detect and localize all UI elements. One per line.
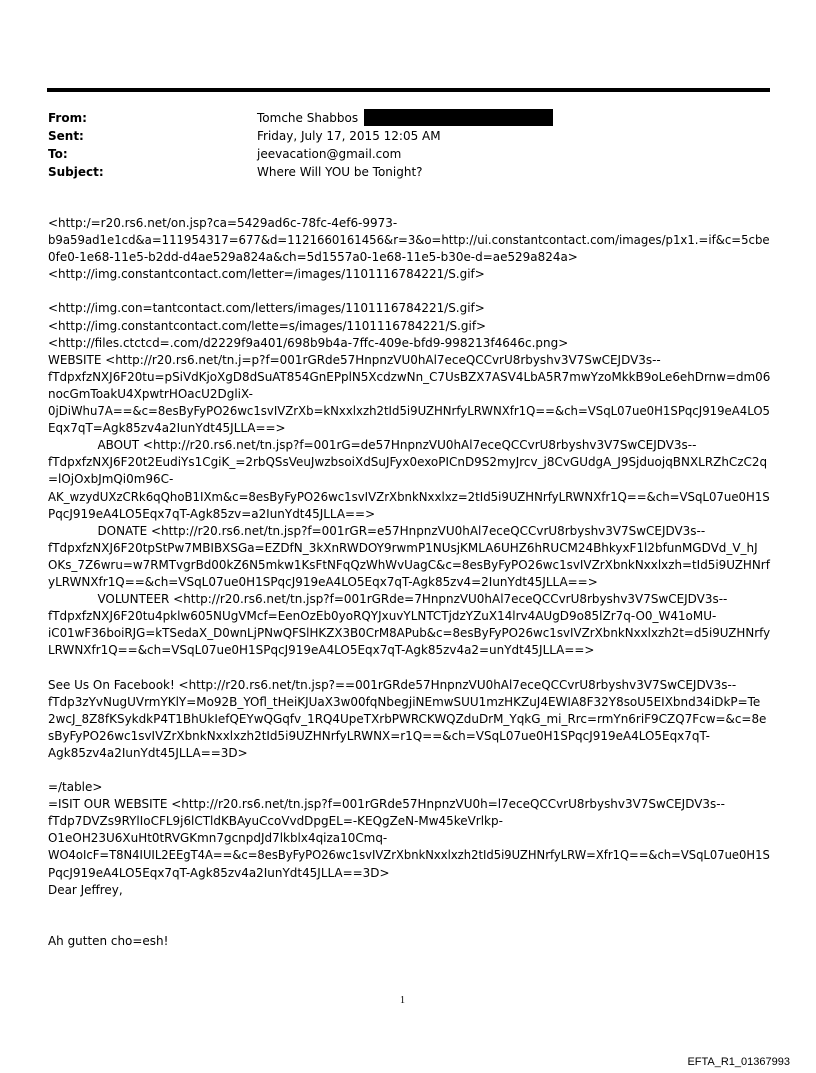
body-line: ABOUT <http://r20.rs6.net/tn.jsp?f=001rG=de57HnpnzVU0hAl7eceQCCvrU8rbyshv3V7SwCEJDV3s--: [48, 438, 697, 453]
body-line: Agk85zv4a2IunYdt45JLLA==3D>: [48, 745, 248, 760]
body-paragraph-1: [48, 215, 772, 283]
body-line: <http://img.constantcontact.com/lette=s/images/1101116784221/S.gif>: [48, 318, 487, 333]
body-line: OKs_7Z6wru=w7RMTvgrBd00kZ6N5mkw1KsFtNFqQzWhWvUagC&c=8esByFyPO26wc1svIVZrXbnkNxxlxzh=tId5i9UZHNrf: [48, 557, 770, 572]
body-line: fTdpxfzNXJ6F20tu=pSiVdKjoXgD8dSuAT854GnEPplN5XcdzwNn_C7UsBZX7ASV4LbA5R7mwYzoMkkB9oLe6ehDrnw=dm06: [48, 369, 771, 384]
body-line: Eqx7qT=Agk85zv4a2IunYdt45JLLA==>: [48, 421, 286, 436]
body-line: O1eOH23U6XuHt0tRVGKmn7gcnpdJd7lkblx4qiza10Cmq-: [48, 831, 388, 846]
body-line: nocGmToakU4XpwtrHOacU2DgliX-: [48, 386, 253, 401]
email-header: [48, 109, 768, 181]
body-line: PqcJ919eA4LO5Eqx7qT-Agk85zv4a2IunYdt45JLLA==3D>: [48, 865, 390, 880]
body-line: b9a59ad1e1cd&a=111954317=677&d=1121660161456&r=3&o=http://ui.constantcontact.com/images/p1x1.=if&c=5cbe: [48, 233, 770, 248]
body-paragraph-2: [48, 300, 772, 659]
subject-value: Where Will YOU be Tonight?: [257, 165, 423, 179]
body-line: fTdp3zYvNugUVrmYKlY=Mo92B_YOfl_tHeiKJUaX3w00fqNbegjiNEmwSUU1mzHKZuJ4EWIA8F32Y8soU5EIXbnd34iDkP=Te: [48, 694, 761, 709]
body-line: sByFyPO26wc1svIVZrXbnkNxxlxzh2tId5i9UZHNrfyLRWNX=r1Q==&ch=VSqL07ue0H1SPqcJ919eA4LO5Eqx7qT-: [48, 728, 711, 743]
body-line: WEBSITE <http://r20.rs6.net/tn.j=p?f=001rGRde57HnpnzVU0hAl7eceQCCvrU8rbyshv3V7SwCEJDV3s--: [48, 352, 661, 367]
body-line: fTdpxfzNXJ6F20tpStPw7MBIBXSGa=EZDfN_3kXnRWDOY9rwmP1NUsjKMLA6UHZ6hRUCM24BhkyxF1l2bfunMGDVd_V_hJ: [48, 540, 758, 555]
body-line: <http:/=r20.rs6.net/on.jsp?ca=5429ad6c-78fc-4ef6-9973-: [48, 216, 398, 230]
body-line: 0fe0-1e68-11e5-b2dd-d4ae529a824a&ch=5d1557a0-1e68-11e5-b30e-d=ae529a824a>: [48, 250, 578, 265]
body-line: fTdpxfzNXJ6F20t2EudiYs1CgiK_=2rbQSsVeuJwzbsoiXdSuJFyx0exoPICnD9S2myJrcv_j8CvGUdgA_J9SjduojqBNXLRZhCzC2q: [48, 455, 768, 470]
body-line: Ah gutten cho=esh!: [48, 933, 169, 948]
body-paragraph-3: [48, 677, 772, 762]
to-row: [48, 145, 768, 163]
greeting: Dear Jeffrey,: [48, 882, 123, 897]
body-line: VOLUNTEER <http://r20.rs6.net/tn.jsp?f=001rGRde=7HnpnzVU0hAl7eceQCCvrU8rbyshv3V7SwCEJDV3s--: [48, 592, 728, 607]
body-line: yLRWNXfr1Q==&ch=VSqL07ue0H1SPqcJ919eA4LO5Eqx7qT-Agk85zv4=2IunYdt45JLLA==>: [48, 574, 598, 589]
body-line: =lOjOxbJmQi0m96C-: [48, 472, 174, 487]
from-label: From:: [48, 111, 87, 125]
body-line: <http://img.constantcontact.com/letter=/images/1101116784221/S.gif>: [48, 267, 485, 282]
paragraph-gap: [48, 283, 772, 300]
subject-row: [48, 163, 768, 181]
body-line: LRWNXfr1Q==&ch=VSqL07ue0H1SPqcJ919eA4LO5Eqx7qT-Agk85zv4a2=unYdt45JLLA==>: [48, 643, 595, 658]
sent-value: Friday, July 17, 2015 12:05 AM: [257, 129, 441, 143]
body-line: PqcJ919eA4LO5Eqx7qT-Agk85zv=a2IunYdt45JLLA==>: [48, 506, 376, 521]
body-line: See Us On Facebook! <http://r20.rs6.net/tn.jsp?==001rGRde57HnpnzVU0hAl7eceQCCvrU8rbyshv3V7SwCEJDV3s--: [48, 677, 737, 692]
from-row: [48, 109, 768, 127]
bates-number: EFTA_R1_01367993: [687, 1056, 790, 1068]
body-paragraph-4: [48, 779, 772, 899]
header-rule: [47, 88, 770, 92]
subject-label: Subject:: [48, 165, 104, 179]
paragraph-gap: [48, 899, 772, 933]
body-paragraph-5: [48, 933, 772, 950]
body-line: 0jDiWhu7A==&c=8esByFyPO26wc1svIVZrXb=kNxxlxzh2tId5i9UZHNrfyLRWNXfr1Q==&ch=VSqL07ue0H1SPqcJ919eA4LO5: [48, 404, 770, 419]
page-number: 1: [400, 995, 405, 1006]
body-line: <http://img.con=tantcontact.com/letters/images/1101116784221/S.gif>: [48, 301, 485, 316]
body-line: iC01wF36boiRJG=kTSedaX_D0wnLjPNwQFSlHKZX3B0CrM8APub&c=8esByFyPO26wc1svIVZrXbnkNxxlxzh2t=d5i9UZHNrfy: [48, 626, 771, 641]
body-line: DONATE <http://r20.rs6.net/tn.jsp?f=001rGR=e57HnpnzVU0hAl7eceQCCvrU8rbyshv3V7SwCEJDV3s--: [48, 523, 706, 538]
from-value: [257, 109, 553, 127]
email-body: [48, 215, 772, 950]
body-line: 2wcJ_8Z8fKSykdkP4T1BhUkIefQEYwQGqfv_1RQ4UpeTXrbPWRCKWQZduDrM_YqkG_mi_Rrc=rmYn6riF9CZQ7Fcw=&c=8e: [48, 711, 767, 726]
to-value: jeevacation@gmail.com: [257, 147, 402, 161]
sent-row: [48, 127, 768, 145]
body-line: fTdpxfzNXJ6F20tu4pklw605NUgVMcf=EenOzEb0yoRQYJxuvYLNTCTjdzYZuX14lrv4AUgD9o85lZr7q-O0_W41oMU-: [48, 609, 717, 624]
paragraph-gap: [48, 659, 772, 676]
body-line: WO4oIcF=T8N4IUIL2EEgT4A==&c=8esByFyPO26wc1svIVZrXbnkNxxlxzh2tId5i9UZHNrfyLRW=Xfr1Q==&ch=VSqL07ue0H1S: [48, 848, 770, 863]
body-line: fTdp7DVZs9RYlIoCFL9j6lCTldKBAyuCcoVvdDpgEL=-KEQgZeN-Mw45keVrlkp-: [48, 814, 503, 829]
body-line: =/table>: [48, 780, 103, 795]
body-line: =ISIT OUR WEBSITE <http://r20.rs6.net/tn.jsp?f=001rGRde57HnpnzVU0h=l7eceQCCvrU8rbyshv3V7SwCEJDV3s--: [48, 797, 725, 812]
paragraph-gap: [48, 762, 772, 779]
redaction-box: [364, 109, 553, 126]
to-label: To:: [48, 147, 68, 161]
sent-label: Sent:: [48, 129, 84, 143]
from-name: Tomche Shabbos: [257, 111, 359, 125]
body-line: AK_wzydUXzCRk6qQhoB1IXm&c=8esByFyPO26wc1svIVZrXbnkNxxlxz=2tId5i9UZHNrfyLRWNXfr1Q==&ch=VSqL07ue0H1S: [48, 489, 770, 504]
body-line: <http://files.ctctcd=.com/d2229f9a401/698b9b4a-7ffc-409e-bfd9-998213f4646c.png>: [48, 335, 569, 350]
